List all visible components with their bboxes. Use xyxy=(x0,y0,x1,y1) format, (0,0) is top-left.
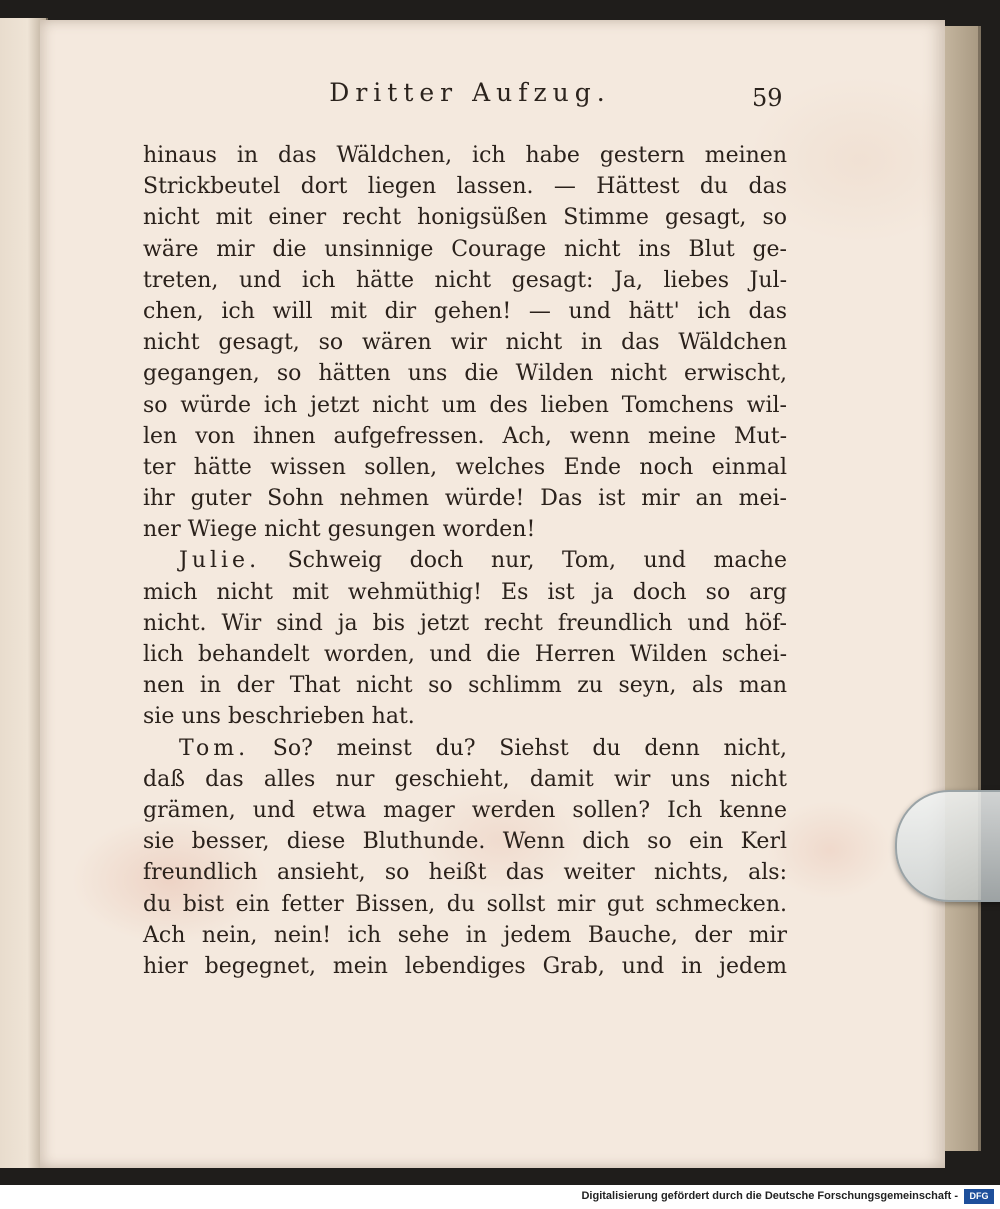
text-line: sie uns beschrieben hat. xyxy=(143,704,415,730)
text-line: grämen, und etwa mager werden sollen? Ich kenne xyxy=(143,797,787,823)
text-line: mich nicht mit wehmüthig! Es ist ja doch so arg xyxy=(143,579,787,605)
text-line: nicht gesagt, so wären wir nicht in das Wäldchen xyxy=(143,330,787,356)
text-line: Ach nein, nein! ich sehe in jedem Bauche, der mir xyxy=(143,922,787,948)
text-line: ter hätte wissen sollen, welches Ende noch einmal xyxy=(143,454,787,480)
text-line: ihr guter Sohn nehmen würde! Das ist mir an mei- xyxy=(143,486,787,512)
text-line: ner Wiege nicht gesungen worden! xyxy=(143,517,536,543)
text-line: len von ihnen aufgefressen. Ach, wenn meine Mut- xyxy=(143,423,787,449)
text-line: nicht mit einer recht honigsüßen Stimme gesagt, so xyxy=(143,205,787,231)
body-text xyxy=(143,140,787,982)
text-line: hier begegnet, mein lebendiges Grab, und in jedem xyxy=(143,953,787,979)
speaker-julie: Julie. xyxy=(179,548,261,574)
page-clip xyxy=(895,790,1000,902)
speech-tom-first-line xyxy=(143,733,787,764)
speech-julie-first-line xyxy=(143,545,787,576)
text-line: freundlich ansieht, so heißt das weiter nichts, als: xyxy=(143,860,787,886)
text-line: sie besser, diese Bluthunde. Wenn dich so ein Kerl xyxy=(143,829,787,855)
running-head: Dritter Aufzug. xyxy=(329,78,611,107)
text-line: hinaus in das Wäldchen, ich habe gestern meinen xyxy=(143,143,787,168)
text-line: chen, ich will mit dir gehen! — und hätt' ich das xyxy=(143,298,787,324)
speech-text: So? meinst du? Siehst du denn nicht, xyxy=(272,735,787,761)
text-line: du bist ein fetter Bissen, du sollst mir gut schmecken. xyxy=(143,891,787,917)
text-line: treten, und ich hätte nicht gesagt: Ja, liebes Jul- xyxy=(143,267,787,293)
text-line: so würde ich jetzt nicht um des lieben Tomchens wil- xyxy=(143,392,787,418)
text-line: daß das alles nur geschieht, damit wir uns nicht xyxy=(143,766,787,792)
text-line: gegangen, so hätten uns die Wilden nicht erwischt, xyxy=(143,361,787,387)
text-line: wäre mir die unsinnige Courage nicht ins Blut ge- xyxy=(143,236,787,262)
speaker-tom: Tom. xyxy=(179,735,250,761)
text-line: nen in der That nicht so schlimm zu seyn, als man xyxy=(143,673,787,699)
page-number: 59 xyxy=(752,84,783,112)
footer-strip xyxy=(0,1185,1000,1209)
text-line: nicht. Wir sind ja bis jetzt recht freundlich und höf- xyxy=(143,610,787,636)
text-line: Strickbeutel dort liegen lassen. — Hättest du das xyxy=(143,174,787,200)
dfg-logo: DFG xyxy=(964,1189,994,1204)
speech-text: Schweig doch nur, Tom, und mache xyxy=(287,548,787,574)
footer-credit: Digitalisierung gefördert durch die Deutsche Forschungsgemeinschaft - xyxy=(581,1190,958,1202)
text-line: lich behandelt worden, und die Herren Wilden schei- xyxy=(143,642,787,667)
